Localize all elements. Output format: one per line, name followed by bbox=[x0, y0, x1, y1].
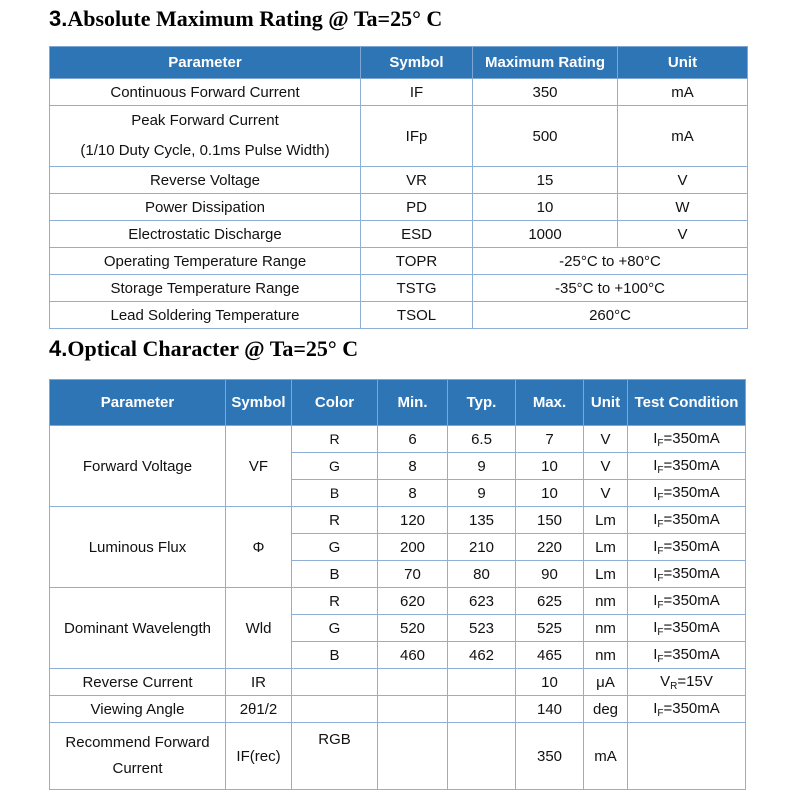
table-row bbox=[50, 79, 748, 106]
cell-parameter: Reverse Voltage bbox=[50, 167, 361, 194]
cell-test-condition bbox=[628, 696, 746, 723]
table-row bbox=[50, 167, 748, 194]
cell-color: RGB bbox=[292, 723, 378, 790]
cell-symbol: IF(rec) bbox=[226, 723, 292, 790]
cell-parameter: Continuous Forward Current bbox=[50, 79, 361, 106]
cell-parameter: Forward Voltage bbox=[50, 426, 226, 507]
tc-sub: F bbox=[657, 599, 664, 611]
table-row bbox=[50, 696, 746, 723]
cell-max: 625 bbox=[516, 588, 584, 615]
table-row bbox=[50, 248, 748, 275]
section-4-title: Optical Character @ Ta=25° C bbox=[67, 336, 359, 361]
header-min: Min. bbox=[378, 380, 448, 426]
cell-symbol: VR bbox=[361, 167, 473, 194]
cell-unit: mA bbox=[584, 723, 628, 790]
cell-max: 10 bbox=[516, 453, 584, 480]
header-symbol: Symbol bbox=[361, 47, 473, 79]
cell-max: 90 bbox=[516, 561, 584, 588]
header-parameter: Parameter bbox=[50, 47, 361, 79]
tc-prefix: I bbox=[653, 699, 658, 717]
cell-typ: 6.5 bbox=[448, 426, 516, 453]
table-header-row bbox=[50, 380, 746, 426]
tc-value: =350mA bbox=[663, 699, 720, 717]
header-max: Max. bbox=[516, 380, 584, 426]
cell-symbol: VF bbox=[226, 426, 292, 507]
tc-sub: R bbox=[670, 680, 678, 692]
header-symbol: Symbol bbox=[226, 380, 292, 426]
cell-unit: V bbox=[618, 221, 748, 248]
tc-value: =15V bbox=[677, 672, 713, 690]
section-3-number: 3. bbox=[49, 6, 68, 31]
cell-parameter: Operating Temperature Range bbox=[50, 248, 361, 275]
cell-parameter: Storage Temperature Range bbox=[50, 275, 361, 302]
parameter-line-1: Peak Forward Current bbox=[131, 112, 279, 129]
tc-sub: F bbox=[657, 518, 664, 530]
cell-color: B bbox=[292, 561, 378, 588]
cell-symbol: TSTG bbox=[361, 275, 473, 302]
tc-value: =350mA bbox=[663, 537, 720, 555]
cell-max: 465 bbox=[516, 642, 584, 669]
cell-unit: mA bbox=[618, 79, 748, 106]
cell-unit: W bbox=[618, 194, 748, 221]
cell-parameter: Power Dissipation bbox=[50, 194, 361, 221]
tc-value: =350mA bbox=[663, 429, 720, 447]
table-row bbox=[50, 426, 746, 453]
table-row bbox=[50, 194, 748, 221]
tc-prefix: I bbox=[653, 591, 658, 609]
section-4-heading bbox=[49, 336, 358, 362]
tc-sub: F bbox=[657, 626, 664, 638]
cell-unit: mA bbox=[618, 106, 748, 167]
cell-parameter bbox=[50, 723, 226, 790]
cell-typ bbox=[448, 723, 516, 790]
cell-min bbox=[378, 696, 448, 723]
table-row bbox=[50, 275, 748, 302]
cell-color: R bbox=[292, 588, 378, 615]
table-row bbox=[50, 507, 746, 534]
tc-sub: F bbox=[657, 572, 664, 584]
cell-color: G bbox=[292, 453, 378, 480]
cell-min: 8 bbox=[378, 453, 448, 480]
tc-prefix: I bbox=[653, 537, 658, 555]
cell-unit: Lm bbox=[584, 561, 628, 588]
cell-min: 6 bbox=[378, 426, 448, 453]
cell-rating: 15 bbox=[473, 167, 618, 194]
tc-value: =350mA bbox=[663, 591, 720, 609]
tc-prefix: I bbox=[653, 645, 658, 663]
cell-unit: nm bbox=[584, 642, 628, 669]
cell-color: R bbox=[292, 426, 378, 453]
cell-typ: 462 bbox=[448, 642, 516, 669]
cell-max: 140 bbox=[516, 696, 584, 723]
cell-symbol: TOPR bbox=[361, 248, 473, 275]
parameter-line-2: Current bbox=[112, 760, 163, 777]
table-row bbox=[50, 221, 748, 248]
section-3-heading bbox=[49, 6, 442, 32]
cell-min: 120 bbox=[378, 507, 448, 534]
tc-value: =350mA bbox=[663, 456, 720, 474]
cell-parameter: Reverse Current bbox=[50, 669, 226, 696]
tc-value: =350mA bbox=[663, 564, 720, 582]
cell-min bbox=[378, 669, 448, 696]
cell-parameter: Electrostatic Discharge bbox=[50, 221, 361, 248]
cell-symbol: TSOL bbox=[361, 302, 473, 329]
cell-unit: Lm bbox=[584, 534, 628, 561]
cell-unit: nm bbox=[584, 615, 628, 642]
cell-symbol: Φ bbox=[226, 507, 292, 588]
cell-test-condition bbox=[628, 534, 746, 561]
cell-test-condition bbox=[628, 453, 746, 480]
cell-typ bbox=[448, 669, 516, 696]
cell-color: R bbox=[292, 507, 378, 534]
cell-test-condition bbox=[628, 588, 746, 615]
section-4-number: 4. bbox=[49, 336, 68, 361]
cell-test-condition bbox=[628, 615, 746, 642]
tc-sub: F bbox=[657, 707, 664, 719]
tc-sub: F bbox=[657, 545, 664, 557]
cell-test-condition bbox=[628, 669, 746, 696]
cell-max: 350 bbox=[516, 723, 584, 790]
tc-sub: F bbox=[657, 437, 664, 449]
tc-value: =350mA bbox=[663, 483, 720, 501]
header-parameter: Parameter bbox=[50, 380, 226, 426]
cell-test-condition bbox=[628, 426, 746, 453]
cell-color bbox=[292, 669, 378, 696]
cell-typ: 623 bbox=[448, 588, 516, 615]
cell-test-condition bbox=[628, 723, 746, 790]
cell-unit: V bbox=[584, 480, 628, 507]
tc-prefix: I bbox=[653, 456, 658, 474]
cell-color: G bbox=[292, 615, 378, 642]
header-test-condition: Test Condition bbox=[628, 380, 746, 426]
cell-typ: 523 bbox=[448, 615, 516, 642]
cell-rating: 260°C bbox=[473, 302, 748, 329]
cell-symbol: IFp bbox=[361, 106, 473, 167]
cell-unit: deg bbox=[584, 696, 628, 723]
tc-sub: F bbox=[657, 653, 664, 665]
cell-color: G bbox=[292, 534, 378, 561]
cell-test-condition bbox=[628, 642, 746, 669]
cell-min: 200 bbox=[378, 534, 448, 561]
tc-sub: F bbox=[657, 464, 664, 476]
cell-typ bbox=[448, 696, 516, 723]
tc-prefix: I bbox=[653, 483, 658, 501]
parameter-line-1: Recommend Forward bbox=[65, 734, 210, 751]
optical-character-table bbox=[49, 379, 746, 790]
cell-rating: 350 bbox=[473, 79, 618, 106]
cell-max: 220 bbox=[516, 534, 584, 561]
cell-typ: 80 bbox=[448, 561, 516, 588]
cell-max: 150 bbox=[516, 507, 584, 534]
table-row bbox=[50, 669, 746, 696]
parameter-line-2: (1/10 Duty Cycle, 0.1ms Pulse Width) bbox=[80, 142, 330, 159]
table-row bbox=[50, 302, 748, 329]
tc-prefix: I bbox=[653, 564, 658, 582]
cell-min bbox=[378, 723, 448, 790]
section-3-title: Absolute Maximum Rating @ Ta=25° C bbox=[67, 6, 443, 31]
header-unit: Unit bbox=[618, 47, 748, 79]
cell-parameter: Luminous Flux bbox=[50, 507, 226, 588]
cell-typ: 9 bbox=[448, 480, 516, 507]
cell-unit: V bbox=[618, 167, 748, 194]
cell-max: 10 bbox=[516, 480, 584, 507]
tc-value: =350mA bbox=[663, 510, 720, 528]
tc-prefix: V bbox=[660, 672, 671, 690]
cell-rating: 1000 bbox=[473, 221, 618, 248]
cell-rating: 10 bbox=[473, 194, 618, 221]
cell-rating: -25°C to +80°C bbox=[473, 248, 748, 275]
cell-symbol: Wld bbox=[226, 588, 292, 669]
cell-unit: nm bbox=[584, 588, 628, 615]
table-row bbox=[50, 106, 748, 167]
absolute-max-rating-table bbox=[49, 46, 748, 329]
cell-unit: Lm bbox=[584, 507, 628, 534]
cell-symbol: 2θ1/2 bbox=[226, 696, 292, 723]
table-header-row bbox=[50, 47, 748, 79]
tc-sub: F bbox=[657, 491, 664, 503]
cell-typ: 135 bbox=[448, 507, 516, 534]
cell-min: 620 bbox=[378, 588, 448, 615]
cell-symbol: IR bbox=[226, 669, 292, 696]
tc-value: =350mA bbox=[663, 645, 720, 663]
tc-value: =350mA bbox=[663, 618, 720, 636]
cell-symbol: IF bbox=[361, 79, 473, 106]
cell-color: B bbox=[292, 642, 378, 669]
cell-rating: 500 bbox=[473, 106, 618, 167]
cell-unit: V bbox=[584, 453, 628, 480]
header-color: Color bbox=[292, 380, 378, 426]
cell-max: 7 bbox=[516, 426, 584, 453]
cell-unit: μA bbox=[584, 669, 628, 696]
cell-unit: V bbox=[584, 426, 628, 453]
header-unit: Unit bbox=[584, 380, 628, 426]
cell-test-condition bbox=[628, 507, 746, 534]
cell-symbol: ESD bbox=[361, 221, 473, 248]
cell-max: 525 bbox=[516, 615, 584, 642]
cell-color bbox=[292, 696, 378, 723]
cell-max: 10 bbox=[516, 669, 584, 696]
cell-rating: -35°C to +100°C bbox=[473, 275, 748, 302]
tc-prefix: I bbox=[653, 510, 658, 528]
cell-min: 460 bbox=[378, 642, 448, 669]
cell-min: 70 bbox=[378, 561, 448, 588]
header-typ: Typ. bbox=[448, 380, 516, 426]
cell-typ: 9 bbox=[448, 453, 516, 480]
header-maximum-rating: Maximum Rating bbox=[473, 47, 618, 79]
cell-parameter: Lead Soldering Temperature bbox=[50, 302, 361, 329]
cell-test-condition bbox=[628, 480, 746, 507]
table-row bbox=[50, 723, 746, 790]
cell-parameter bbox=[50, 106, 361, 167]
cell-min: 8 bbox=[378, 480, 448, 507]
tc-prefix: I bbox=[653, 429, 658, 447]
cell-test-condition bbox=[628, 561, 746, 588]
cell-color: B bbox=[292, 480, 378, 507]
cell-min: 520 bbox=[378, 615, 448, 642]
table-row bbox=[50, 588, 746, 615]
cell-symbol: PD bbox=[361, 194, 473, 221]
cell-typ: 210 bbox=[448, 534, 516, 561]
cell-parameter: Viewing Angle bbox=[50, 696, 226, 723]
tc-prefix: I bbox=[653, 618, 658, 636]
cell-parameter: Dominant Wavelength bbox=[50, 588, 226, 669]
